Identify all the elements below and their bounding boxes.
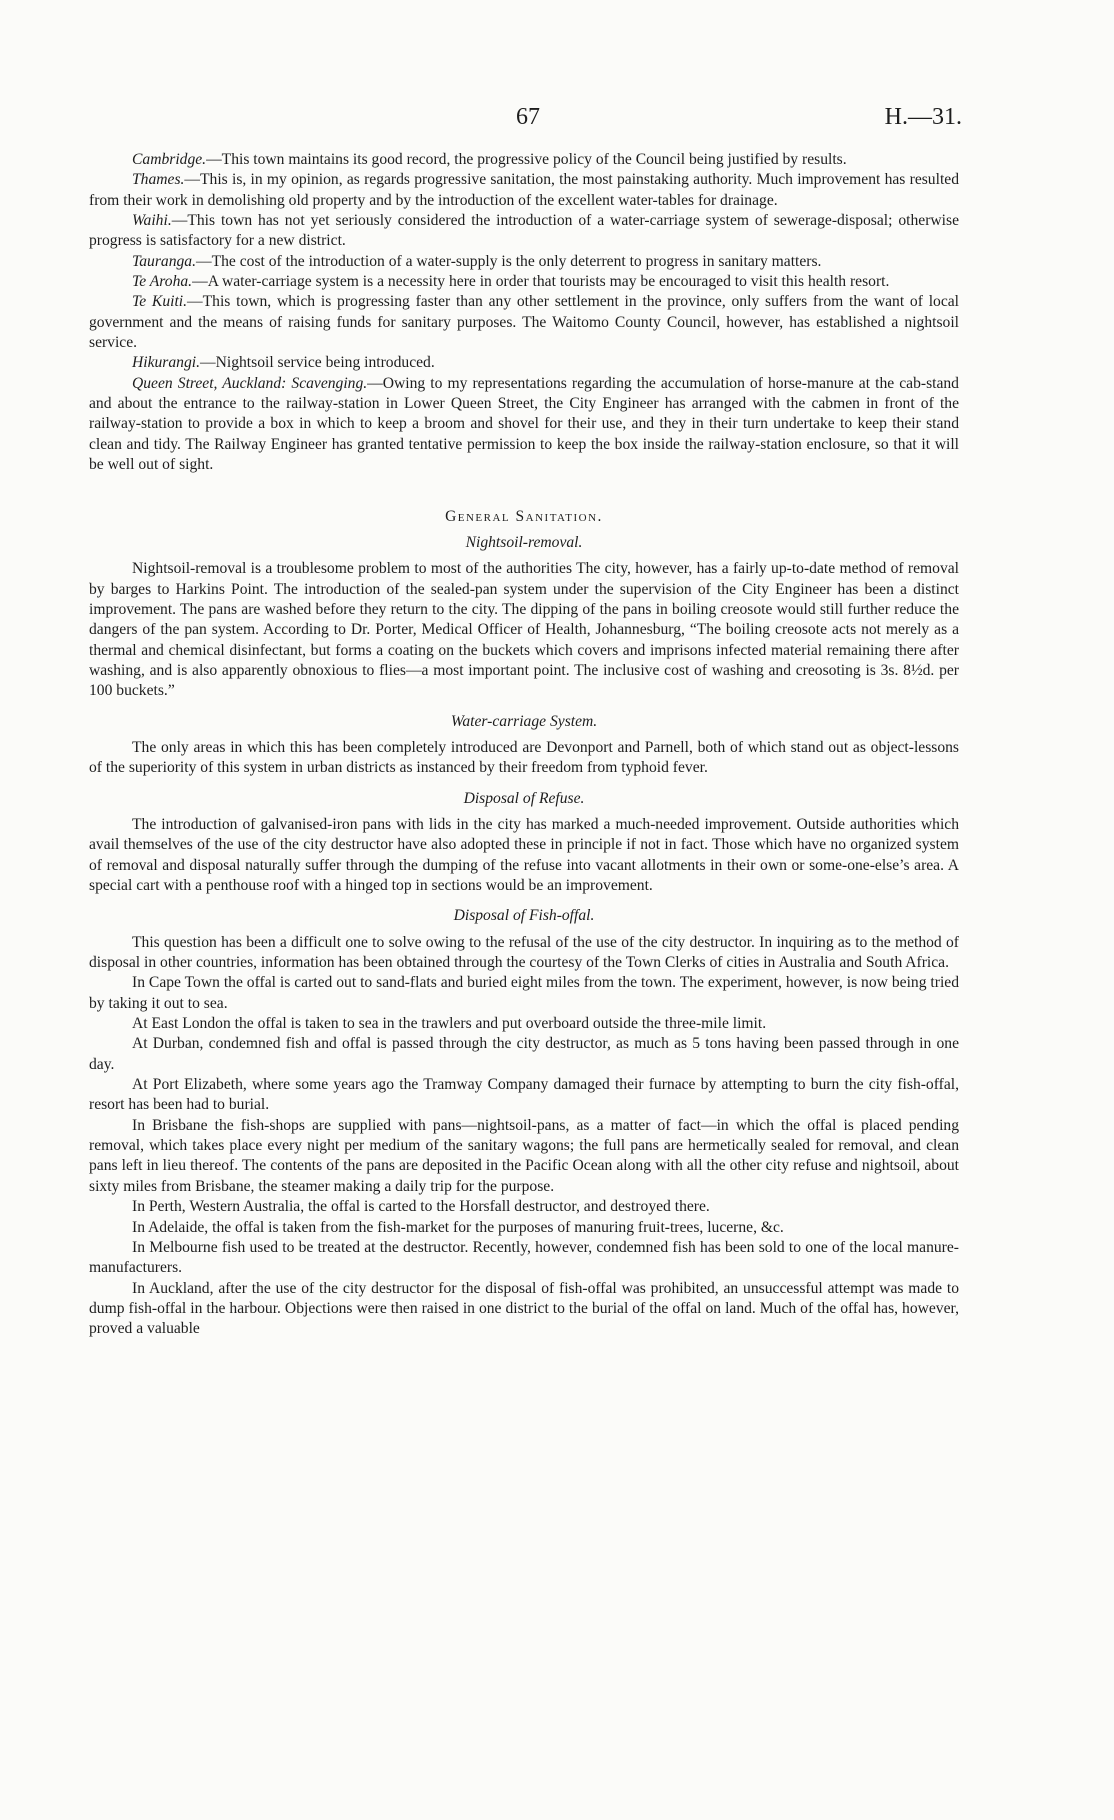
subheading-disposal-of-refuse: Disposal of Refuse. — [463, 789, 585, 807]
paragraph-cambridge — [89, 150, 959, 170]
paragraph-text: —A water-carriage system is a necessity here in order that tourists may be encouraged to visit this health resort. — [192, 273, 890, 291]
paragraph-te-kuiti — [89, 292, 959, 353]
paragraph-text: —This town maintains its good record, the progressive policy of the Council being justified by results. — [206, 151, 847, 168]
paragraph-text: —The cost of the introduction of a water-supply is the only deterrent to progress in sanitary matters. — [196, 252, 822, 270]
paragraph-lead: Thames. — [132, 171, 185, 189]
paragraph-waihi — [89, 211, 959, 252]
paragraph-te-aroha — [89, 272, 959, 292]
paragraph-lead: Waihi. — [132, 212, 172, 230]
subheading-disposal-of-fish-offal: Disposal of Fish-offal. — [453, 907, 595, 925]
paragraph-text: —This town, which is progressing faster than any other settlement in the province, only suffers from the want of local government and the means of raising funds for sanitary purposes. The Waitomo County Council, however, has established a nightsoil service. — [89, 293, 959, 352]
paragraph-water-carriage: The only areas in which this has been completely introduced are Devonport and Parnell, both of which stand out as object-lessons of the superiority of this system in urban districts as instanced by their freedom from typhoid fever. — [89, 738, 959, 777]
paragraph-port-elizabeth: At Port Elizabeth, where some years ago the Tramway Company damaged their furnace by attempting to burn the city fish-offal, resort has been had to burial. — [89, 1076, 959, 1114]
paragraph-melbourne: In Melbourne fish used to be treated at the destructor. Recently, however, condemned fish has been sold to one of the local manure-manufacturers. — [89, 1238, 959, 1277]
paragraph-east-london: At East London the offal is taken to sea in the trawlers and put overboard outside the three-mile limit. — [132, 1015, 767, 1033]
paragraph-adelaide: In Adelaide, the offal is taken from the fish-market for the purposes of manuring fruit-trees, lucerne, &c. — [132, 1218, 784, 1236]
paragraph-lead: Te Kuiti. — [132, 293, 188, 311]
paragraph-fish-offal: This question has been a difficult one to solve owing to the refusal of the use of the city destructor. In inquiring as to the method of disposal in other countries, information has been obtained through the courtesy of the Town Clerks of cities in Australia and South Africa. — [89, 933, 959, 972]
paragraph-hikurangi — [89, 353, 959, 373]
paragraph-perth: In Perth, Western Australia, the offal is carted to the Horsfall destructor, and destroyed there. — [132, 1198, 710, 1216]
paragraph-text: —Owing to my representations regarding the accumulation of horse-manure at the cab-stand and about the entrance to the railway-station in Lower Queen Street, the City Engineer has arranged with the cabmen in front of the railway-station to provide a box in which to keep a broom and shovel for their use, and they in their turn undertake to keep their stand clean and tidy. The Railway Engineer has granted tentative permission to keep the box inside the railway-station enclosure, so that it will be well out of sight. — [89, 374, 959, 474]
paragraph-lead: Te Aroha. — [132, 273, 193, 291]
paragraph-auckland: In Auckland, after the use of the city destructor for the disposal of fish-offal was prohibited, an unsuccessful attempt was made to dump fish-offal in the harbour. Objections were then raised in one district to the burial of the offal on land. Much of the offal has, however, proved a valuable — [89, 1279, 959, 1338]
page-header — [0, 104, 1114, 134]
paragraph-lead: Queen Street, Auckland: Scavenging. — [132, 374, 368, 392]
paragraph-durban: At Durban, condemned fish and offal is passed through the city destructor, as much as 5 tons having been passed through in one day. — [89, 1035, 959, 1073]
paragraph-queen-street — [89, 374, 959, 476]
paragraph-brisbane: In Brisbane the fish-shops are supplied with pans—nightsoil-pans, as a matter of fact—in which the offal is placed pending removal, which takes place every night per medium of the sanitary wagons; the full pans are hermetically sealed for removal, and clean pans left in lieu thereof. The contents of the pans are deposited in the Pacific Ocean along with all the other city refuse and nightsoil, about sixty miles from Brisbane, the steamer making a daily trip for the purpose. — [89, 1116, 959, 1195]
section-heading-general-sanitation: General Sanitation. — [445, 507, 603, 525]
paragraph-lead: Hikurangi. — [132, 354, 201, 372]
document-reference: H.—31. — [884, 104, 962, 130]
paragraph-thames — [89, 170, 959, 211]
subheading-nightsoil-removal: Nightsoil-removal. — [465, 533, 583, 551]
paragraph-cape-town: In Cape Town the offal is carted out to sand-flats and buried eight miles from the town. The experiment, however, is now being tried by taking it out to sea. — [89, 974, 959, 1012]
document-body — [89, 150, 959, 1340]
paragraph-text: —This is, in my opinion, as regards progressive sanitation, the most painstaking authority. Much improvement has resulted from their work in demolishing old property and by the introduction of the excellent water-tables for drainage. — [89, 171, 959, 209]
paragraph-text: —This town has not yet seriously considered the introduction of a water-carriage system of sewerage-disposal; otherwise progress is satisfactory for a new district. — [89, 212, 959, 250]
paragraph-lead: Tauranga. — [132, 252, 196, 270]
paragraph-nightsoil: Nightsoil-removal is a troublesome problem to most of the authorities The city, however, has a fairly up-to-date method of removal by barges to Harkins Point. The introduction of the sealed-pan system under the supervision of the City Engineer has been a distinct improvement. The pans are washed before they return to the city. The dipping of the pans in boiling creosote would still further reduce the dangers of the pan system. According to Dr. Porter, Medical Officer of Health, Johannesburg, “The boiling creosote acts not merely as a thermal and chemical disinfectant, but forms a coating on the buckets which covers and imprisons infected material remaining there after washing, and is also apparently obnoxious to flies—a most important point. The inclusive cost of washing and creosoting is 3s. 8½d. per 100 buckets.” — [89, 560, 959, 700]
paragraph-tauranga — [89, 252, 959, 272]
subheading-water-carriage: Water-carriage System. — [450, 712, 598, 730]
paragraph-refuse: The introduction of galvanised-iron pans with lids in the city has marked a much-needed improvement. Outside authorities which avail themselves of the use of the city destructor have also adopted these in principle if not in fact. Those which have no organized system of removal and disposal naturally suffer through the dumping of the refuse into vacant allotments in their own or some-one-else’s area. A special cart with a penthouse roof with a hinged top in sections would be an improvement. — [89, 815, 959, 894]
paragraph-lead: Cambridge. — [132, 151, 207, 168]
paragraph-text: —Nightsoil service being introduced. — [200, 354, 435, 372]
page-number: 67 — [516, 104, 540, 130]
